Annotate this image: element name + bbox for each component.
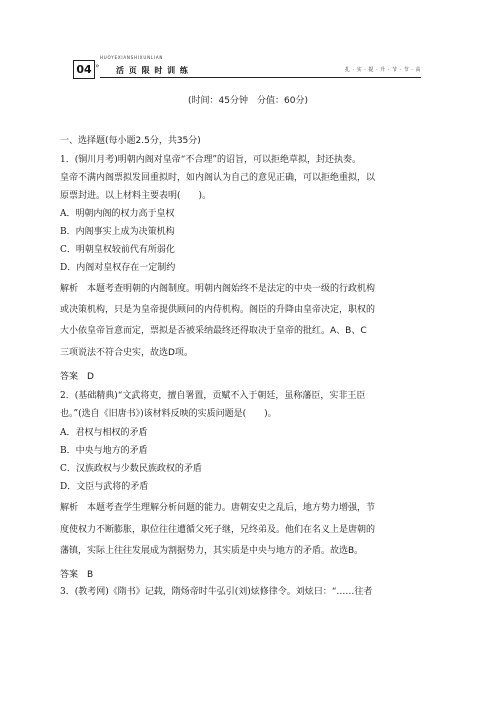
q2-stem-line: 2．(基础精典)“文武将吏，擅自署置，贡赋不入于朝廷，虽称藩臣，实非王臣 xyxy=(60,391,366,401)
header-title: 活 页 限 时 训 练 xyxy=(116,66,189,75)
q1-analysis-line: 或决策机构，只是为皇帝提供顾问的内侍机构。阁臣的升降由皇帝决定，职权的 xyxy=(60,305,376,315)
double-chevron-icon: » xyxy=(95,62,100,70)
q1-stem-line: 皇帝不满内阁票拟发回重拟时，如内阁认为自己的意见正确，可以拒绝重拟，以 xyxy=(60,173,376,183)
q2-analysis-line: 藩镇，实际上往往发展成为割据势力，其实质是中央与地方的矛盾。故选B。 xyxy=(60,546,364,556)
q2-stem-line: 也。”(选自《旧唐书》)该材料反映的实质问题是( )。 xyxy=(60,409,277,419)
q2-option-c: C．汉族政权与少数民族政权的矛盾 xyxy=(60,464,202,474)
q1-option-b: B．内阁事实上成为决策机构 xyxy=(60,227,175,237)
q1-analysis-line: 大小依皇帝旨意而定，票拟是否被采纳最终还得取决于皇帝的批红。A、B、C xyxy=(60,326,367,336)
q2-option-d: D．文臣与武将的矛盾 xyxy=(60,482,149,492)
q2-option-a: A．君权与相权的矛盾 xyxy=(60,428,148,438)
q1-option-a: A．明朝内阁的权力高于皇权 xyxy=(60,209,175,219)
q1-analysis-line: 三项说法不符合史实，故选D项。 xyxy=(60,348,193,358)
q2-analysis-line: 度使权力不断膨胀，职位往往遭循父死子继，兄终弟及。他们在名义上是唐朝的 xyxy=(60,525,376,535)
section-title: 一、选择题(每小题2.5分，共35分) xyxy=(60,136,201,146)
header-rule xyxy=(100,77,421,78)
page-header xyxy=(73,55,421,83)
header-pinyin: HUOYEXIANSHIXUNLIAN xyxy=(100,55,164,60)
q1-option-d: D．内阁对皇权存在一定制约 xyxy=(60,263,176,273)
q2-answer: 答案 B xyxy=(60,570,94,580)
q2-analysis-line: 解析 本题考查学生理解分析问题的能力。唐朝安史之乱后，地方势力增强，节 xyxy=(60,503,376,513)
section-number-badge: 04 xyxy=(73,60,95,79)
q1-option-c: C．明朝皇权较前代有所弱化 xyxy=(60,245,175,255)
q1-analysis-line: 解析 本题考查明朝的内阁制度。明朝内阁始终不是法定的中央一级的行政机构 xyxy=(60,284,376,294)
q3-stem-line: 3．(教考网)《隋书》记载，隋炀帝时牛弘引(刘)炫修律令。刘炫曰：“……往者 xyxy=(60,587,373,597)
time-and-score: (时间：45分钟 分值：60分) xyxy=(188,96,308,106)
q2-option-b: B．中央与地方的矛盾 xyxy=(60,446,148,456)
header-motto: 扎 · 实 · 提 · 升 · 节 · 节 · 高 xyxy=(344,67,421,73)
q1-stem-line: 1．(铜川月考)明朝内阁对皇帝“不合理”的诏旨，可以拒绝草拟，封还执奏。 xyxy=(60,155,361,165)
q1-stem-line: 原票封进。以上材料主要表明( )。 xyxy=(60,191,212,201)
q1-answer: 答案 D xyxy=(60,372,94,382)
